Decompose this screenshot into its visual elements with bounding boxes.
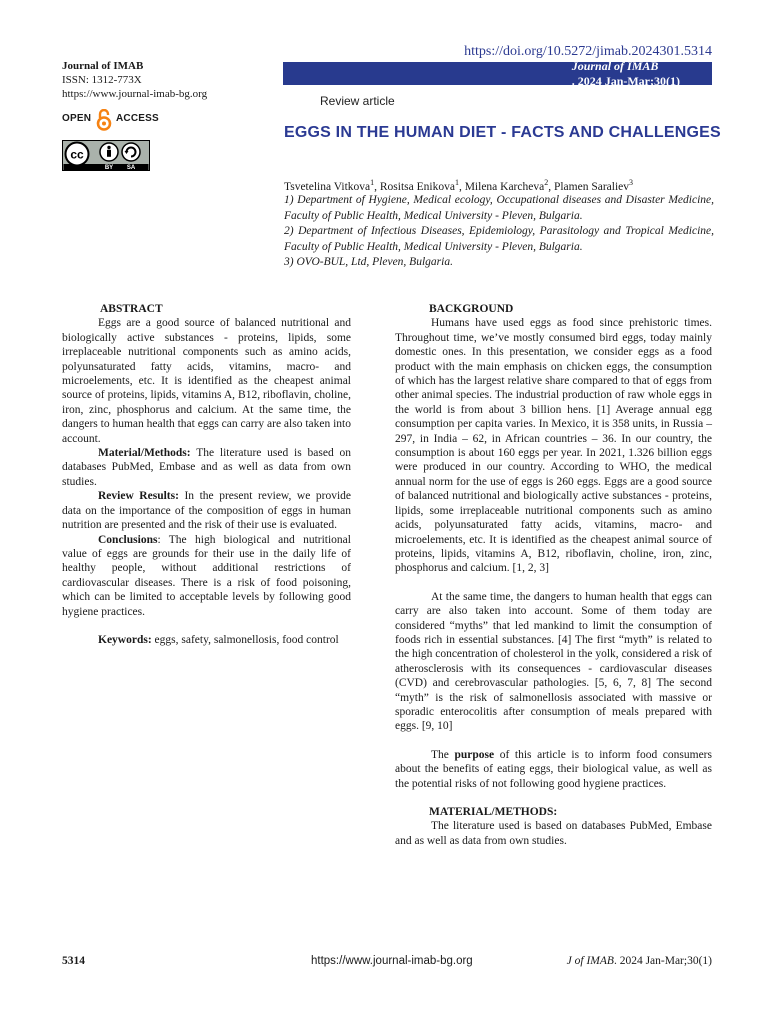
cc-by-sa-license-badge[interactable]: [62, 140, 150, 171]
cc-text: cc: [70, 147, 84, 162]
article-type: Review article: [320, 94, 395, 108]
author-affiliation-marker: 2: [544, 178, 549, 187]
abstract-section: [62, 302, 351, 647]
affiliation-3: 3) OVO-BUL, Ltd, Pleven, Bulgaria.: [284, 256, 453, 268]
footer-cite-issue: . 2024 Jan-Mar;30(1): [613, 955, 712, 967]
author-name: Rositsa Enikova: [379, 180, 455, 193]
author-affiliation-marker: 1: [370, 178, 375, 187]
open-access-label-left: OPEN: [62, 113, 92, 124]
abstract-heading: ABSTRACT: [100, 303, 163, 315]
affiliation-2: 2) Department of Infectious Diseases, Epidemiology, Parasitology and Tropical Medicine, Faculty of Public Health, Medical University - Pleven, Bulgaria.: [284, 225, 714, 253]
abstract-keywords: [62, 633, 351, 647]
purpose-pre: The: [431, 748, 455, 761]
cc-by-text: BY: [104, 165, 114, 171]
open-access-label-right: ACCESS: [116, 113, 159, 124]
purpose-bold: purpose: [454, 748, 495, 761]
background-paragraph-2: At the same time, the dangers to human health that eggs can carry are also taken into account. Some of them today are considered “myths” that led mankind to limit the consumption of foods rich in essential substances. [4] The first “myth” is related to the high concentration of cholesterol in the yolk, considered a risk of atherosclerosis with its consequences - cardiovascular diseases (CVD) and cerebrovascular pathologies. [5, 6, 7, 8] The second “myth” is the risk of salmonellosis associated with massive or sporadic enterocolitis after consumption of meals prepared with eggs. [9, 10]: [395, 590, 712, 733]
journal-name: Journal of IMAB: [62, 60, 144, 72]
abstract-results: [62, 489, 351, 532]
cc-sa-text: SA: [126, 165, 136, 171]
keywords-text: eggs, safety, salmonellosis, food control: [151, 633, 339, 646]
methods-label: Material/Methods:: [98, 447, 191, 460]
conclusions-label: Conclusions: [98, 533, 158, 546]
affiliation-1: 1) Department of Hygiene, Medical ecology, Occupational diseases and Disaster Medicine, Faculty of Public Health, Medical University - Pleven, Bulgaria.: [284, 194, 714, 222]
footer-url-link[interactable]: https://www.journal-imab-bg.org: [311, 955, 473, 967]
purpose-post: of this article is to inform food consumers about the benefits of eating eggs, their biological value, as well as the potential risks of not following good hygiene practices.: [395, 748, 712, 790]
footer-cite-journal: J of IMAB: [566, 955, 614, 967]
abstract-conclusions: [62, 533, 351, 619]
results-label: Review Results:: [98, 490, 179, 503]
article-title: EGGS IN THE HUMAN DIET - FACTS AND CHALLENGES: [284, 124, 721, 141]
journal-url-link[interactable]: https://www.journal-imab-bg.org: [62, 88, 208, 100]
open-access-logo: [62, 109, 162, 131]
author-list: Tsvetelina Vitkova$^1$, Rositsa Enikova$^1$, Milena Karcheva$^2$, Plamen Saraliev$^3$: [284, 178, 634, 193]
issn: ISSN: 1312-773X: [62, 74, 142, 86]
abstract-intro: Eggs are a good source of balanced nutritional and biologically active substances - proteins, lipids, some irreplaceable nutritional components such as amino acids, polyunsaturated fatty acids, vitamins, macro- and microelements, etc. It is identified as the cheapest animal source of proteins, lipids, vitamins A, B12, riboflavin, choline, iron, zinc, phosphorus and calcium. At the same time, the dangers to human health that eggs can carry are also taken into account.: [62, 317, 351, 445]
methods-heading: MATERIAL/METHODS:: [429, 806, 558, 818]
conclusions-text: : The high biological and nutritional value of eggs are grounds for their use in the daily life of healthy people, without additional restrictions of cardiovascular diseases. There is a risk of food poisoning, which can be limited to acceptable levels by following good hygiene practices.: [62, 533, 351, 618]
background-section: [395, 302, 712, 848]
keywords-label: Keywords:: [98, 633, 152, 646]
footer-citation: [567, 955, 712, 967]
methods-text: The literature used is based on databases PubMed, Embase and as well as data from own studies.: [62, 447, 351, 488]
author-name: Milena Karcheva: [464, 180, 545, 193]
background-heading: BACKGROUND: [429, 303, 514, 315]
methods-paragraph: The literature used is based on databases PubMed, Embase and as well as data from own studies.: [395, 820, 712, 847]
author-affiliation-marker: 1: [454, 178, 459, 187]
author-affiliation-marker: 3: [629, 178, 634, 187]
doi-link[interactable]: https://doi.org/10.5272/jimab.2024301.5314: [464, 44, 712, 59]
abstract-methods: [62, 446, 351, 489]
open-lock-icon: [96, 109, 112, 131]
background-paragraph-1: Humans have used eggs as food since prehistoric times. Throughout time, we’ve mostly consumed bird eggs, today mainly domestic ones. In this presentation, we consider eggs as a food product with the main emphasis on chicken eggs, the consumption of which has the largest relative share compared to that of eggs from other animal species. The industrial production of raw whole eggs in the world is from about 3 billion hens. [1] Average annual egg consumption per capita varies. In Mexico, it is 358 units, in Russia – 297, in India – 62, in African countries – 36. In our country, the consumption is about 160 eggs per year. In 2021, 1.326 billion eggs were produced in our country. According to WHO, the medical annual norm for the use of eggs is 260 eggs. Eggs are a good source of balanced nutritional and biologically active substances - proteins, lipids, some irreplaceable nutritional components such as amino acids, polyunsaturated fatty acids, vitamins, macro- and microelements, etc. It is identified as the cheapest animal source of proteins, lipids, vitamins A, B12, riboflavin, choline, iron, zinc, phosphorus and calcium. [1, 2, 3]: [395, 317, 712, 575]
banner-issue: . 2024 Jan-Mar;30(1): [571, 73, 680, 88]
purpose-paragraph: [395, 748, 712, 791]
author-name: Tsvetelina Vitkova: [284, 180, 371, 193]
page-number: 5314: [62, 955, 85, 967]
banner-journal: Journal of IMAB: [571, 58, 659, 73]
author-name: Plamen Saraliev: [553, 180, 630, 193]
results-text: In the present review, we provide data on the importance of the composition of eggs in human nutrition are presented and the risk of their use is evaluated.: [62, 490, 351, 532]
journal-banner: [283, 58, 712, 88]
